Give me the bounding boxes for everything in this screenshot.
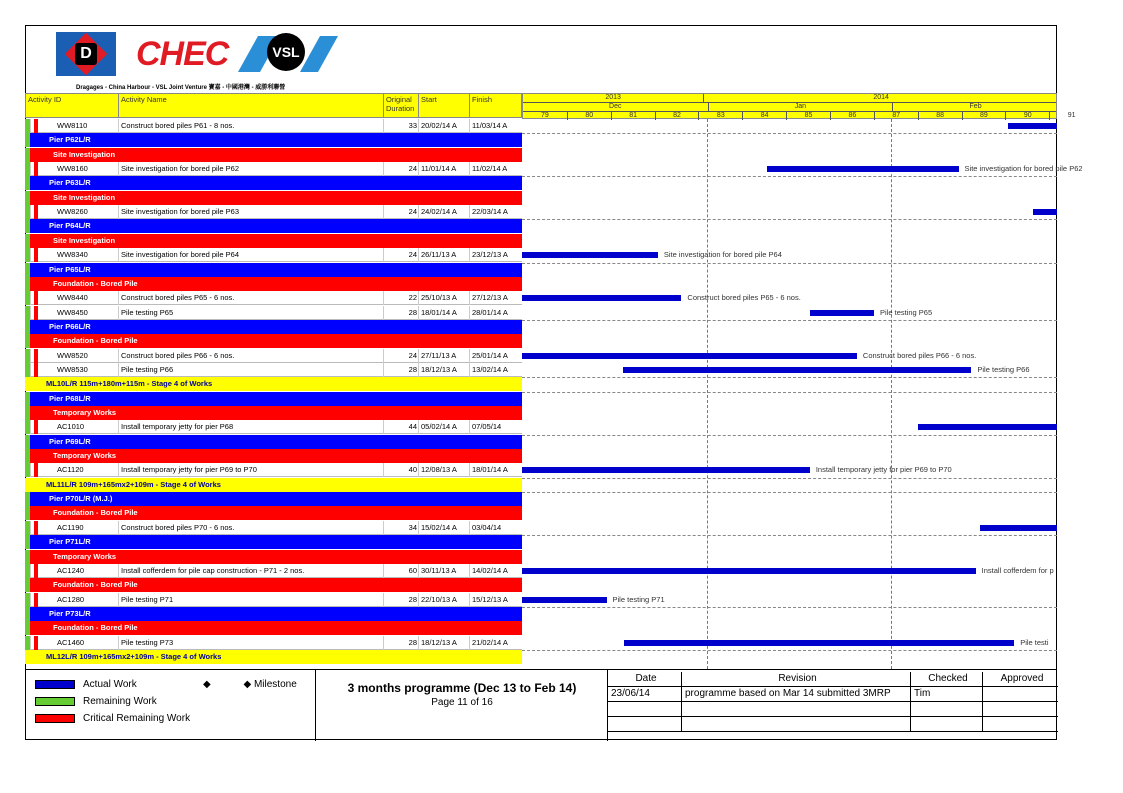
group-separator: [522, 377, 1057, 378]
pier-group-header: [25, 176, 522, 190]
group-separator: [522, 607, 1057, 608]
legend-remaining-label: Remaining Work: [83, 696, 157, 707]
activity-id: WW8340: [30, 248, 118, 262]
gantt-bar-label: Pile testing P65: [880, 307, 933, 317]
remaining-marker: [25, 119, 30, 133]
work-group-header: [25, 506, 522, 520]
timeline-week-label: 89: [962, 112, 1006, 120]
activity-duration: 34: [383, 521, 419, 535]
timeline-week-label: 90: [1005, 112, 1049, 120]
timeline-week-label: 83: [698, 112, 742, 120]
remaining-marker: [25, 363, 30, 377]
timeline-week-label: 84: [742, 112, 786, 120]
activity-finish: 27/12/13 A: [469, 291, 522, 305]
group-separator: [522, 320, 1057, 321]
remaining-marker: [25, 435, 30, 449]
timeline-month-label: Dec: [609, 103, 622, 110]
activity-finish: 25/01/14 A: [469, 349, 522, 363]
activity-duration: 22: [383, 291, 419, 305]
activity-row: [25, 306, 522, 320]
timeline-week-label: 86: [830, 112, 874, 120]
remaining-marker: [25, 463, 30, 477]
col-header-activity-id: Activity ID: [25, 93, 119, 118]
activity-row: [25, 119, 522, 133]
activity-start: 18/01/14 A: [418, 306, 470, 320]
remaining-marker: [25, 607, 30, 621]
legend-milestone: [203, 679, 297, 690]
activity-row: [25, 248, 522, 262]
pier-group-header: [25, 435, 522, 449]
activity-name: Construct bored piles P70 - 6 nos.: [118, 521, 384, 535]
month-divider: [891, 119, 892, 669]
remaining-marker: [25, 406, 30, 420]
remaining-marker: [25, 492, 30, 506]
timeline-month-label: Jan: [708, 103, 893, 112]
work-group-label: Site Investigation: [53, 149, 116, 159]
remaining-marker: [25, 521, 30, 535]
activity-id: WW8440: [30, 291, 118, 305]
pier-group-label: Pier P63L/R: [49, 178, 91, 188]
work-group-label: Site Investigation: [53, 192, 116, 202]
activity-name: Install temporary jetty for pier P69 to P70: [118, 463, 384, 477]
work-group-label: Foundation - Bored Pile: [53, 623, 138, 633]
footer: [25, 669, 1057, 741]
activity-finish: 03/04/14: [469, 521, 522, 535]
programme-title: 3 months programme (Dec 13 to Feb 14): [347, 681, 577, 695]
company-subtitle: Dragages - China Harbour - VSL Joint Venture 寶嘉 - 中國港灣 - 威勝利聯營: [76, 85, 286, 91]
critical-marker: [34, 564, 38, 578]
activity-duration: 28: [383, 306, 419, 320]
activity-row: [25, 291, 522, 305]
timeline-week-label: 81: [611, 112, 655, 120]
critical-marker: [34, 119, 38, 133]
remaining-marker: [25, 176, 30, 190]
pier-group-header: [25, 263, 522, 277]
activity-id: AC1190: [30, 521, 118, 535]
activity-duration: 60: [383, 564, 419, 578]
activity-duration: 28: [383, 636, 419, 650]
gantt-bar: [810, 310, 874, 316]
activity-name: Install temporary jetty for pier P68: [118, 420, 384, 434]
page-number: Page 11 of 16: [431, 697, 493, 708]
work-group-header: [25, 277, 522, 291]
activity-name: Construct bored piles P61 - 8 nos.: [118, 119, 384, 133]
work-group-label: Foundation - Bored Pile: [53, 278, 138, 288]
gantt-bar-label: Site investigation for bored pile P62: [964, 164, 1083, 174]
rev-entry-date: 23/06/14: [608, 687, 682, 701]
milestone-diamond-icon: ◆: [203, 679, 211, 690]
gantt-bar: [1033, 209, 1057, 215]
gantt-bar: [980, 525, 1057, 531]
timeline-year-label: 2013: [605, 94, 621, 101]
activity-start: 26/11/13 A: [418, 248, 470, 262]
gantt-bar-label: Pile testi: [1020, 637, 1049, 647]
activity-row: [25, 205, 522, 219]
critical-work-swatch: [35, 714, 75, 723]
gantt-bar: [624, 640, 1015, 646]
pier-group-label: Pier P64L/R: [49, 221, 91, 231]
critical-marker: [34, 420, 38, 434]
activity-start: 05/02/14 A: [418, 420, 470, 434]
milestone-diamond-icon-2: ◆: [243, 679, 252, 690]
vsl-logo: [230, 32, 340, 76]
activity-start: 12/08/13 A: [418, 463, 470, 477]
activity-duration: 24: [383, 349, 419, 363]
activity-name: Pile testing P73: [118, 636, 384, 650]
work-group-header: [25, 334, 522, 348]
critical-marker: [34, 593, 38, 607]
col-header-duration: Original Duration: [383, 93, 419, 118]
pier-group-label: Pier P68L/R: [49, 393, 91, 403]
activity-name: Install cofferdem for pile cap construction - P71 - 2 nos.: [118, 564, 384, 578]
activity-row: [25, 349, 522, 363]
remaining-marker: [25, 621, 30, 635]
group-separator: [522, 492, 1057, 493]
vsl-logo-text: VSL: [272, 44, 300, 60]
activity-id: AC1280: [30, 593, 118, 607]
timeline-years: [523, 94, 1056, 102]
gantt-bar-label: Pile testing P71: [612, 594, 665, 604]
rev-header-approved: Approved: [1000, 673, 1044, 684]
activity-finish: 15/12/13 A: [469, 593, 522, 607]
pier-group-header: [25, 219, 522, 233]
gantt-bar-label: Construct bored piles P66 - 6 nos.: [862, 350, 977, 360]
timeline-header: [522, 93, 1076, 119]
gantt-bar: [522, 597, 607, 603]
group-separator: [522, 478, 1057, 479]
pier-group-header: [25, 320, 522, 334]
stage-group-header: [25, 377, 522, 391]
activity-start: 24/02/14 A: [418, 205, 470, 219]
chec-logo: CHEC: [136, 35, 229, 73]
work-group-header: [25, 191, 522, 205]
activity-row: [25, 593, 522, 607]
activity-finish: 22/03/14 A: [469, 205, 522, 219]
remaining-marker: [25, 449, 30, 463]
revision-header-row: [608, 672, 1058, 687]
revision-blank-row: [608, 702, 1058, 717]
work-group-label: Temporary Works: [53, 408, 117, 417]
gantt-bar: [522, 295, 681, 301]
stage-group-header: [25, 650, 522, 664]
activity-id: WW8530: [30, 363, 118, 377]
activity-name: Pile testing P65: [118, 306, 384, 320]
title-block: [315, 670, 608, 741]
activity-start: 30/11/13 A: [418, 564, 470, 578]
pier-group-label: Pier P71L/R: [49, 537, 91, 547]
stage-group-label: ML11L/R 109m+165mx2+109m - Stage 4 of Works: [46, 479, 221, 489]
activity-id: WW8160: [30, 162, 118, 176]
remaining-marker: [25, 578, 30, 592]
work-group-label: Site Investigation: [53, 235, 116, 245]
timeline-year-label: 2014: [703, 94, 1058, 102]
legend-actual: [35, 679, 137, 690]
activity-id: WW8110: [30, 119, 118, 133]
activity-duration: 24: [383, 205, 419, 219]
gantt-bar-label: Construct bored piles P65 - 6 nos.: [687, 293, 801, 303]
critical-marker: [34, 636, 38, 650]
gantt-bar: [522, 252, 658, 258]
revision-entry-row: [608, 687, 1058, 702]
critical-marker: [34, 363, 38, 377]
remaining-marker: [25, 219, 30, 233]
activity-id: WW8450: [30, 306, 118, 320]
stage-group-header: [25, 478, 522, 492]
gantt-chart: [522, 119, 1083, 669]
work-group-header: [25, 550, 522, 564]
activity-row: [25, 363, 522, 377]
pier-group-header: [25, 492, 522, 506]
activity-duration: 24: [383, 248, 419, 262]
timeline-week-label: 80: [567, 112, 611, 120]
activity-finish: 07/05/14: [469, 420, 522, 434]
gantt-bar-label: Install temporary jetty for pier P69 to P70: [815, 465, 952, 475]
remaining-marker: [25, 263, 30, 277]
activity-row: [25, 636, 522, 650]
activity-row: [25, 564, 522, 578]
revision-blank-row: [608, 717, 1058, 732]
pier-group-header: [25, 535, 522, 549]
remaining-marker: [25, 248, 30, 262]
remaining-work-swatch: [35, 697, 75, 706]
remaining-marker: [25, 535, 30, 549]
gantt-bar: [1008, 123, 1057, 129]
legend-critical-label: Critical Remaining Work: [83, 713, 191, 724]
activity-id: AC1010: [30, 420, 118, 434]
activity-duration: 28: [383, 593, 419, 607]
gantt-bar-label: Install cofferdem for p: [981, 565, 1054, 575]
pier-group-label: Pier P70L/R (M.J.): [49, 494, 113, 504]
critical-marker: [34, 162, 38, 176]
critical-marker: [34, 248, 38, 262]
activity-name: Site investigation for bored pile P63: [118, 205, 384, 219]
group-separator: [522, 263, 1057, 264]
gantt-bar: [522, 353, 857, 359]
critical-marker: [34, 349, 38, 363]
timeline-week-label: 88: [918, 112, 962, 120]
activity-start: 15/02/14 A: [418, 521, 470, 535]
stage-group-label: ML10L/R 115m+180m+115m - Stage 4 of Works: [46, 379, 213, 389]
work-group-header: [25, 234, 522, 248]
pier-group-label: Pier P65L/R: [49, 264, 91, 274]
activity-id: AC1120: [30, 463, 118, 477]
group-separator: [522, 650, 1057, 651]
legend-actual-label: Actual Work: [83, 679, 137, 690]
timeline-week-label: 85: [786, 112, 830, 120]
remaining-marker: [25, 320, 30, 334]
work-group-label: Temporary Works: [53, 451, 117, 461]
gantt-bar: [623, 367, 971, 373]
gantt-bar-label: Site investigation for bored pile P64: [663, 250, 782, 260]
activity-id: WW8520: [30, 349, 118, 363]
remaining-marker: [25, 205, 30, 219]
activity-start: 18/12/13 A: [418, 636, 470, 650]
activity-finish: 21/02/14 A: [469, 636, 522, 650]
activity-duration: 44: [383, 420, 419, 434]
stage-group-label: ML12L/R 109m+165mx2+109m - Stage 4 of Works: [46, 651, 222, 661]
pier-group-label: Pier P62L/R: [49, 135, 91, 145]
activity-finish: 11/02/14 A: [469, 162, 522, 176]
timeline-week-label: 87: [874, 112, 918, 120]
activity-name: Pile testing P71: [118, 593, 384, 607]
col-header-finish: Finish: [469, 93, 522, 118]
revision-table: [607, 670, 1058, 741]
activity-name: Construct bored piles P66 - 6 nos.: [118, 349, 384, 363]
remaining-marker: [25, 234, 30, 248]
activity-start: 27/11/13 A: [418, 349, 470, 363]
rev-entry-checked: Tim: [911, 687, 983, 701]
critical-marker: [34, 521, 38, 535]
activity-id: AC1240: [30, 564, 118, 578]
activity-row: [25, 162, 522, 176]
rev-entry-revision: programme based on Mar 14 submitted 3MRP: [682, 687, 911, 701]
timeline-week-label: 91: [1049, 112, 1093, 120]
critical-marker: [34, 306, 38, 320]
activity-name: Construct bored piles P65 - 6 nos.: [118, 291, 384, 305]
work-group-label: Temporary Works: [53, 551, 117, 561]
activity-duration: 24: [383, 162, 419, 176]
pier-group-label: Pier P73L/R: [49, 608, 91, 618]
pier-group-header: [25, 392, 522, 406]
work-group-header: [25, 621, 522, 635]
activity-duration: 33: [383, 119, 419, 133]
pier-group-header: [25, 133, 522, 147]
remaining-marker: [25, 349, 30, 363]
activity-row: [25, 420, 522, 434]
work-group-header: [25, 578, 522, 592]
work-group-label: Foundation - Bored Pile: [53, 580, 138, 590]
pier-group-label: Pier P66L/R: [49, 321, 91, 331]
rev-header-date: Date: [608, 672, 682, 686]
work-group-header: [25, 406, 522, 420]
timeline-week-label: 82: [655, 112, 699, 120]
group-separator: [522, 435, 1057, 436]
legend-remaining: [35, 696, 157, 707]
gantt-bar-label: Pile testing P66: [977, 364, 1030, 374]
activity-duration: 28: [383, 363, 419, 377]
actual-work-swatch: [35, 680, 75, 689]
group-separator: [522, 392, 1057, 393]
activity-start: 20/02/14 A: [418, 119, 470, 133]
activity-start: 25/10/13 A: [418, 291, 470, 305]
activity-id: AC1460: [30, 636, 118, 650]
critical-marker: [34, 205, 38, 219]
group-separator: [522, 176, 1057, 177]
activity-start: 18/12/13 A: [418, 363, 470, 377]
rev-entry-approved: [983, 687, 1058, 701]
remaining-marker: [25, 148, 30, 162]
work-group-header: [25, 449, 522, 463]
remaining-marker: [25, 636, 30, 650]
gantt-bar: [522, 467, 810, 473]
group-separator: [522, 133, 1057, 134]
pier-group-label: Pier P69L/R: [49, 436, 91, 446]
activity-start: 22/10/13 A: [418, 593, 470, 607]
dragages-logo: [56, 32, 116, 76]
rev-header-revision: Revision: [682, 672, 911, 686]
remaining-marker: [25, 550, 30, 564]
work-group-label: Foundation - Bored Pile: [53, 508, 138, 518]
group-separator: [522, 535, 1057, 536]
gantt-bar: [918, 424, 1057, 430]
activity-finish: 23/12/13 A: [469, 248, 522, 262]
gantt-bar: [767, 166, 959, 172]
dragages-logo-text: D: [75, 43, 97, 65]
activity-name: Pile testing P66: [118, 363, 384, 377]
legend-milestone-label: Milestone: [253, 679, 297, 690]
legend-critical: [35, 713, 190, 724]
remaining-marker: [25, 564, 30, 578]
remaining-marker: [25, 306, 30, 320]
remaining-marker: [25, 334, 30, 348]
remaining-marker: [25, 506, 30, 520]
remaining-marker: [25, 162, 30, 176]
activity-finish: 14/02/14 A: [469, 564, 522, 578]
remaining-marker: [25, 291, 30, 305]
gantt-bar: [522, 568, 976, 574]
activity-finish: 28/01/14 A: [469, 306, 522, 320]
activity-name: Site investigation for bored pile P62: [118, 162, 384, 176]
remaining-marker: [25, 593, 30, 607]
remaining-marker: [25, 133, 30, 147]
activity-name: Site investigation for bored pile P64: [118, 248, 384, 262]
activity-id: WW8260: [30, 205, 118, 219]
remaining-marker: [25, 420, 30, 434]
remaining-marker: [25, 277, 30, 291]
col-header-start: Start: [418, 93, 470, 118]
activity-row: [25, 521, 522, 535]
group-separator: [522, 219, 1057, 220]
pier-group-header: [25, 607, 522, 621]
col-header-activity-name: Activity Name: [118, 93, 384, 118]
activity-finish: 13/02/14 A: [469, 363, 522, 377]
activity-row: [25, 463, 522, 477]
activity-finish: 11/03/14 A: [469, 119, 522, 133]
work-group-label: Foundation - Bored Pile: [53, 336, 138, 346]
remaining-marker: [25, 392, 30, 406]
work-group-header: [25, 148, 522, 162]
activity-start: 11/01/14 A: [418, 162, 470, 176]
critical-marker: [34, 463, 38, 477]
critical-marker: [34, 291, 38, 305]
timeline-month-label: Feb: [892, 103, 1058, 112]
activity-finish: 18/01/14 A: [469, 463, 522, 477]
timeline-week-label: 79: [541, 112, 549, 119]
remaining-marker: [25, 191, 30, 205]
activity-duration: 40: [383, 463, 419, 477]
rev-header-checked: Checked: [911, 672, 983, 686]
month-divider: [707, 119, 708, 669]
